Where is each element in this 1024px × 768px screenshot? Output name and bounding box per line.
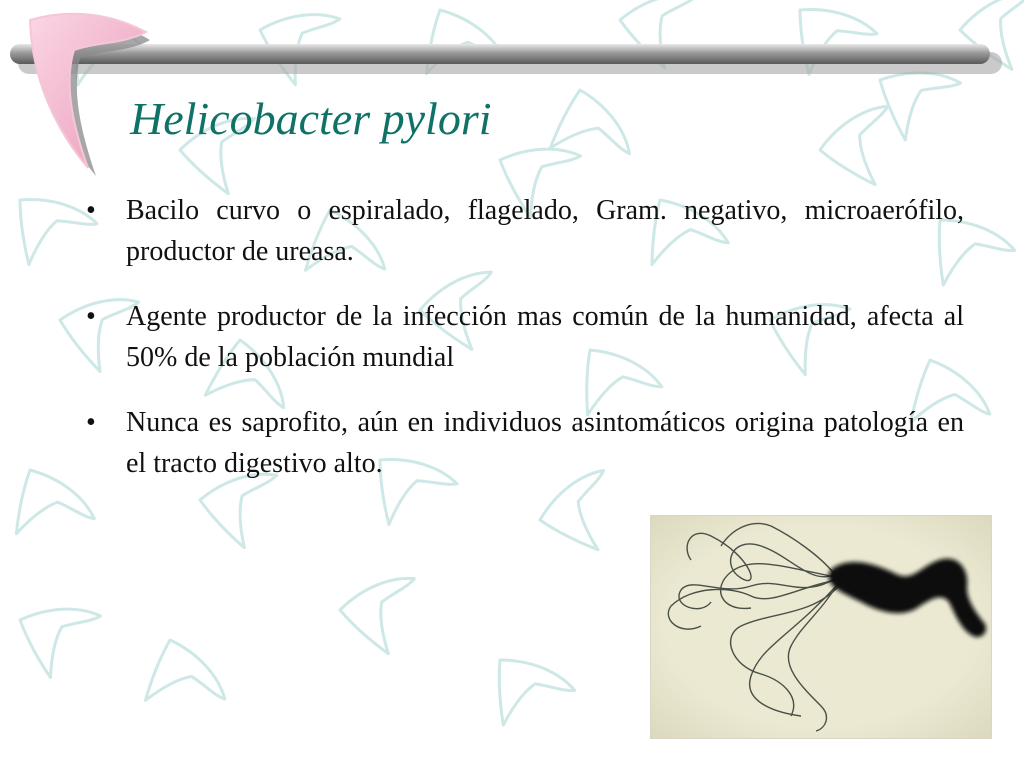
bullet-marker: •	[86, 195, 96, 226]
bullet-item	[84, 402, 964, 484]
bullet-list	[84, 190, 964, 508]
bullet-text: Nunca es saprofito, aún en individuos asintomáticos origina patología en el tracto digestivo alto.	[126, 407, 964, 479]
bullet-text: Agente productor de la infección mas común de la humanidad, afecta al 50% de la población mundial	[126, 301, 964, 373]
bullet-marker: •	[86, 407, 96, 438]
helicobacter-micrograph	[650, 515, 992, 739]
micrograph-image	[651, 516, 991, 738]
bullet-item	[84, 190, 964, 272]
pink-boomerang-icon	[30, 14, 146, 168]
bullet-marker: •	[86, 301, 96, 332]
bullet-text: Bacilo curvo o espiralado, flagelado, Gram. negativo, microaerófilo, productor de ureasa.	[126, 195, 964, 267]
bullet-item	[84, 296, 964, 378]
slide-title: Helicobacter pylori	[130, 93, 492, 144]
